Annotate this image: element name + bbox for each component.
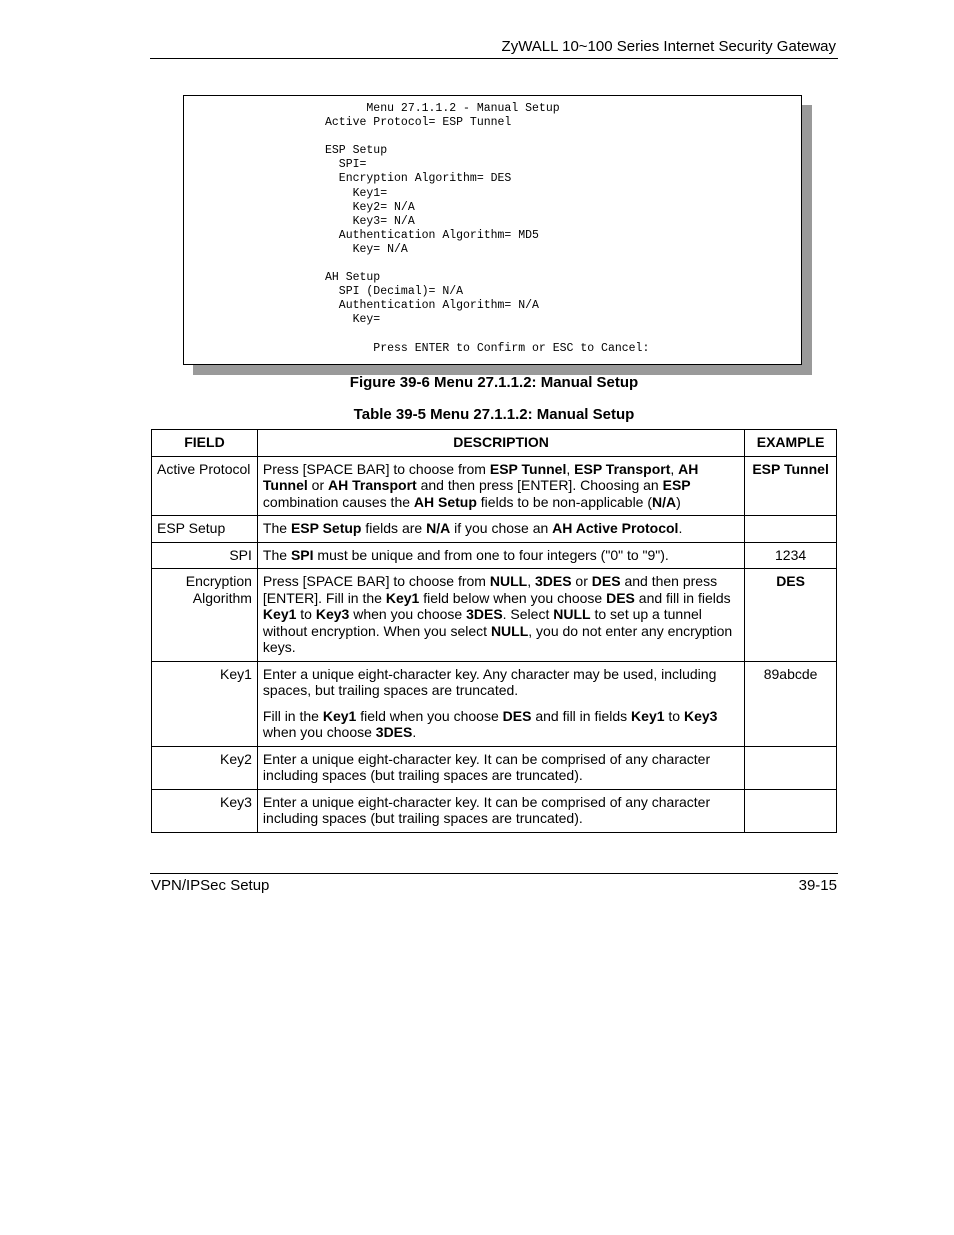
bold-term: 3DES xyxy=(534,573,572,589)
text-run: combination causes the xyxy=(262,493,414,510)
text-run: and fill in fields xyxy=(531,707,632,724)
example-cell xyxy=(745,746,837,789)
text-run: The xyxy=(262,520,291,536)
table-body xyxy=(152,456,837,832)
text-run: to xyxy=(664,707,684,724)
table-row xyxy=(152,661,837,746)
bold-term: SPI xyxy=(290,546,314,563)
bold-term: AH Active Protocol xyxy=(552,520,679,536)
console-text xyxy=(325,102,649,356)
header-example: EXAMPLE xyxy=(745,430,837,457)
description-paragraph xyxy=(263,666,739,699)
bold-term: DES xyxy=(502,707,532,724)
console-line: Active Protocol= ESP Tunnel xyxy=(325,116,512,130)
bold-term: Key1 xyxy=(322,707,357,724)
example-cell: 1234 xyxy=(745,542,837,569)
table-row xyxy=(152,746,837,789)
text-run: or xyxy=(307,477,328,493)
description-cell xyxy=(257,661,744,746)
description-paragraph xyxy=(263,708,739,741)
bold-term: AH Tunnel xyxy=(262,460,699,493)
text-run: , xyxy=(527,573,535,589)
table-row xyxy=(152,516,837,543)
bold-term: ESP Tunnel xyxy=(489,460,567,477)
console-frame xyxy=(183,95,802,365)
text-run: Fill in the xyxy=(262,707,323,724)
field-cell: Encryption Algorithm xyxy=(152,569,258,662)
description-cell xyxy=(257,746,744,789)
field-cell: Active Protocol xyxy=(152,456,258,516)
console-line: Key= N/A xyxy=(325,242,408,256)
console-line: Authentication Algorithm= MD5 xyxy=(325,228,539,242)
text-run: must be unique and from one to four integers ("0" to "9"). xyxy=(313,546,669,563)
bold-term: N/A xyxy=(652,493,677,510)
console-line: Key3= N/A xyxy=(325,214,415,228)
bold-term: NULL xyxy=(553,606,591,622)
text-run: and then press [ENTER]. Fill in the xyxy=(262,573,718,606)
console-line: SPI (Decimal)= N/A xyxy=(325,285,464,299)
console-line: SPI= xyxy=(325,158,367,172)
footer-page-number: 39-15 xyxy=(798,877,837,894)
footer-section: VPN/IPSec Setup xyxy=(151,877,270,894)
description-paragraph xyxy=(263,520,739,537)
text-run: Enter a unique eight-character key. It can be comprised of any character including spaces (but trailing spaces are truncated). xyxy=(262,793,711,826)
text-run: to set up a tunnel without encryption. When you select xyxy=(262,606,702,639)
table-row xyxy=(152,569,837,662)
description-cell xyxy=(257,569,744,662)
text-run: and then press [ENTER]. Choosing an xyxy=(416,477,663,493)
bold-term: Key3 xyxy=(315,606,350,622)
text-run: and fill in fields xyxy=(634,589,731,606)
text-run: , you do not enter any encryption keys. xyxy=(262,622,733,655)
bold-term: 3DES xyxy=(466,606,503,622)
text-run: or xyxy=(571,573,592,589)
field-cell: Key3 xyxy=(152,789,258,832)
text-run: if you chose an xyxy=(450,520,553,536)
table-row xyxy=(152,542,837,569)
page-footer xyxy=(150,873,838,896)
bold-term: DES xyxy=(606,589,635,606)
header-description: DESCRIPTION xyxy=(257,430,744,457)
text-run: fields are xyxy=(361,520,427,536)
console-line: Key1= xyxy=(325,186,388,200)
field-cell: Key1 xyxy=(152,661,258,746)
console-screen xyxy=(183,95,802,365)
bold-term: AH Transport xyxy=(328,477,417,493)
bold-term: NULL xyxy=(489,573,528,589)
text-run: . xyxy=(678,520,683,536)
bold-term: Key1 xyxy=(262,606,297,622)
figure-caption: Figure 39-6 Menu 27.1.1.2: Manual Setup xyxy=(349,374,639,391)
bold-term: N/A xyxy=(426,520,451,536)
console-line: ESP Setup xyxy=(325,144,388,158)
console-line: AH Setup xyxy=(325,271,381,285)
bold-term: DES xyxy=(591,573,621,589)
description-paragraph xyxy=(263,751,739,784)
table-row xyxy=(152,789,837,832)
document-title: ZyWALL 10~100 Series Internet Security Gateway xyxy=(501,38,836,55)
text-run: Press [SPACE BAR] to choose from xyxy=(262,573,490,589)
description-paragraph xyxy=(263,794,739,827)
bold-term: ESP Transport xyxy=(574,460,671,477)
text-run: , xyxy=(566,460,575,477)
console-line: Authentication Algorithm= N/A xyxy=(325,299,539,313)
text-run: . Select xyxy=(502,606,554,622)
text-run: field when you choose xyxy=(356,707,503,724)
example-cell: DES xyxy=(745,569,837,662)
field-cell: ESP Setup xyxy=(152,516,258,543)
console-line: Press ENTER to Confirm or ESC to Cancel: xyxy=(325,341,650,355)
description-cell xyxy=(257,789,744,832)
bold-term: Key3 xyxy=(683,707,718,724)
bold-term: 3DES xyxy=(375,724,413,740)
field-cell: SPI xyxy=(152,542,258,569)
table-caption: Table 39-5 Menu 27.1.1.2: Manual Setup xyxy=(353,406,635,423)
bold-term: AH Setup xyxy=(413,493,477,510)
text-run: to xyxy=(296,606,316,622)
example-cell: 89abcde xyxy=(745,661,837,746)
example-cell xyxy=(745,789,837,832)
text-run: The xyxy=(262,546,291,563)
text-run: Press [SPACE BAR] to choose from xyxy=(262,460,490,477)
bold-term: ESP xyxy=(662,477,691,493)
bold-term: ESP Setup xyxy=(290,520,362,536)
description-paragraph xyxy=(263,547,739,564)
header-field: FIELD xyxy=(152,430,258,457)
text-run: Enter a unique eight-character key. Any character may be used, including spaces, but trailing spaces are truncated. xyxy=(262,665,717,698)
text-run: field below when you choose xyxy=(419,589,607,606)
field-description-table xyxy=(151,429,837,833)
text-run: Enter a unique eight-character key. It can be comprised of any character including spaces (but trailing spaces are truncated). xyxy=(262,750,711,783)
field-cell: Key2 xyxy=(152,746,258,789)
example-cell: ESP Tunnel xyxy=(745,456,837,516)
table-row xyxy=(152,456,837,516)
console-line: Menu 27.1.1.2 - Manual Setup xyxy=(325,102,560,115)
description-paragraph xyxy=(263,573,739,656)
bold-term: NULL xyxy=(490,622,529,639)
console-line: Key2= N/A xyxy=(325,200,415,214)
table-header-row xyxy=(152,430,837,457)
bold-term: Key1 xyxy=(385,589,420,606)
bold-term: Key1 xyxy=(631,707,665,724)
text-run: . xyxy=(412,724,417,740)
description-cell xyxy=(257,456,744,516)
description-cell xyxy=(257,516,744,543)
text-run: , xyxy=(670,460,679,477)
page-header xyxy=(150,37,838,59)
console-line: Encryption Algorithm= DES xyxy=(325,172,512,186)
text-run: when you choose xyxy=(349,606,467,622)
text-run: ) xyxy=(676,493,681,510)
example-cell xyxy=(745,516,837,543)
text-run: when you choose xyxy=(262,724,376,740)
description-paragraph xyxy=(263,461,739,511)
text-run: fields to be non-applicable ( xyxy=(476,493,653,510)
description-cell xyxy=(257,542,744,569)
console-line: Key= xyxy=(325,313,381,327)
